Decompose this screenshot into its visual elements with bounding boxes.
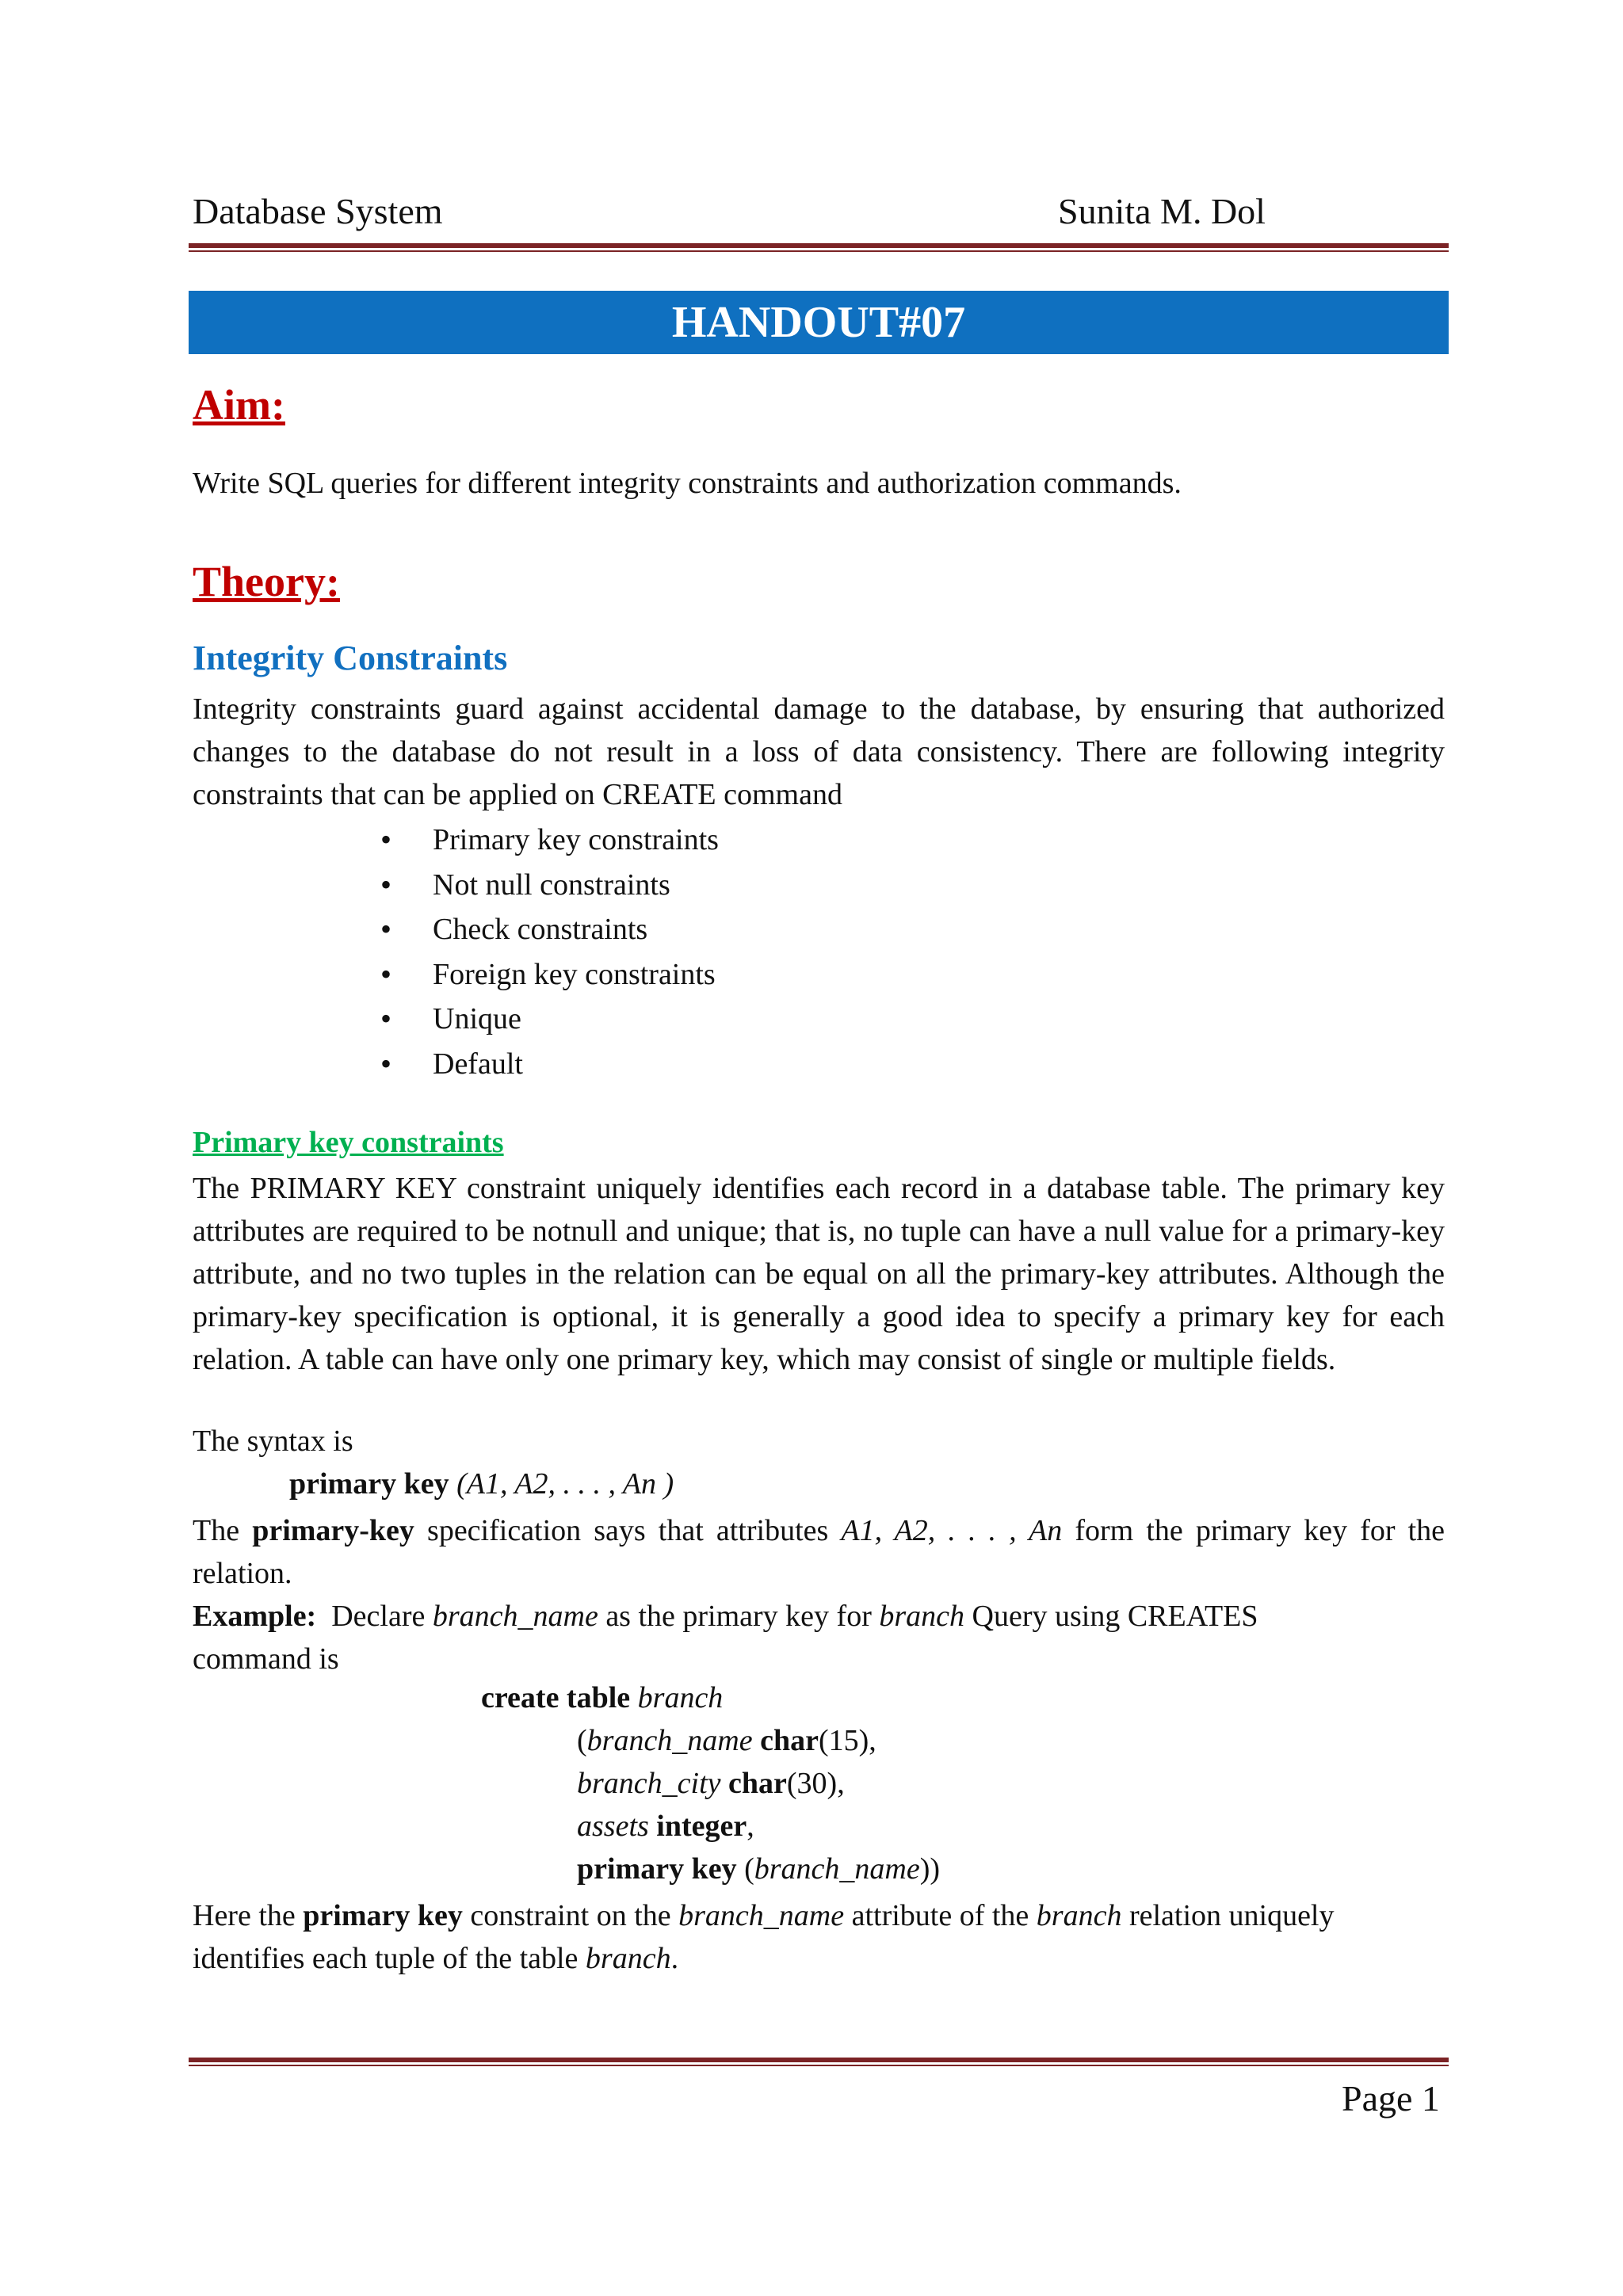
handout-banner: HANDOUT#07 (189, 291, 1449, 354)
code-line: primary key (branch_name)) (577, 1852, 941, 1886)
header-course: Database System (193, 191, 443, 231)
example-paragraph: Example: Declare branch_name as the primary key for branch Query using CREATES command is (193, 1600, 1258, 1676)
syntax-line (289, 1466, 674, 1501)
code-line: create table branch (481, 1681, 724, 1714)
code-line: assets integer, (577, 1810, 754, 1843)
footer-rule (189, 2058, 1449, 2066)
syntax-keyword: primary key (289, 1467, 449, 1501)
example-label: Example: (193, 1600, 317, 1633)
code-line: (branch_name char(15), (577, 1724, 876, 1757)
integrity-constraints-heading: Integrity Constraints (193, 639, 508, 677)
page-number: Page 1 (1342, 2078, 1440, 2119)
list-item: • Unique (380, 997, 719, 1042)
aim-title: Aim: (193, 381, 285, 429)
syntax-intro: The syntax is (193, 1425, 353, 1458)
list-item: • Foreign key constraints (380, 952, 719, 997)
list-item: • Not null constraints (380, 863, 719, 908)
code-line: branch_city char(30), (577, 1767, 845, 1800)
primary-key-paragraph: The PRIMARY KEY constraint uniquely identifies each record in a database table. The primary key attributes are required to be notnull and unique; that is, no tuple can have a null value for a primary-key attribute, and no two tuples in the relation can be equal on all the primary-key attributes. Although the primary-key specification is optional, it is generally a good idea to specify a primary key for each relation. A table can have only one primary key, which may consist of single or multiple fields. (193, 1172, 1445, 1376)
header-author: Sunita M. Dol (1058, 191, 1266, 231)
header-rule (189, 243, 1449, 252)
list-item: • Primary key constraints (380, 818, 719, 863)
theory-title: Theory: (193, 558, 340, 605)
list-item: • Check constraints (380, 907, 719, 952)
syntax-args: (A1, A2, . . . , An ) (456, 1467, 674, 1501)
constraint-list (380, 818, 719, 1086)
spec-paragraph: The primary-key specification says that attributes A1, A2, . . . , An form the primary key for the relation. (193, 1514, 1445, 1590)
list-item: • Default (380, 1042, 719, 1087)
primary-key-heading: Primary key constraints (193, 1126, 504, 1159)
page-header (193, 190, 1445, 238)
closing-paragraph: Here the primary key constraint on the branch_name attribute of the branch relation uniquely identifies each tuple of the table branch. (193, 1899, 1335, 1975)
theory-intro: Integrity constraints guard against accidental damage to the database, by ensuring that authorized changes to the database do not result in a loss of data consistency. There are following integrity constraints that can be applied on CREATE command (193, 692, 1445, 811)
aim-text: Write SQL queries for different integrity constraints and authorization commands. (193, 467, 1182, 500)
